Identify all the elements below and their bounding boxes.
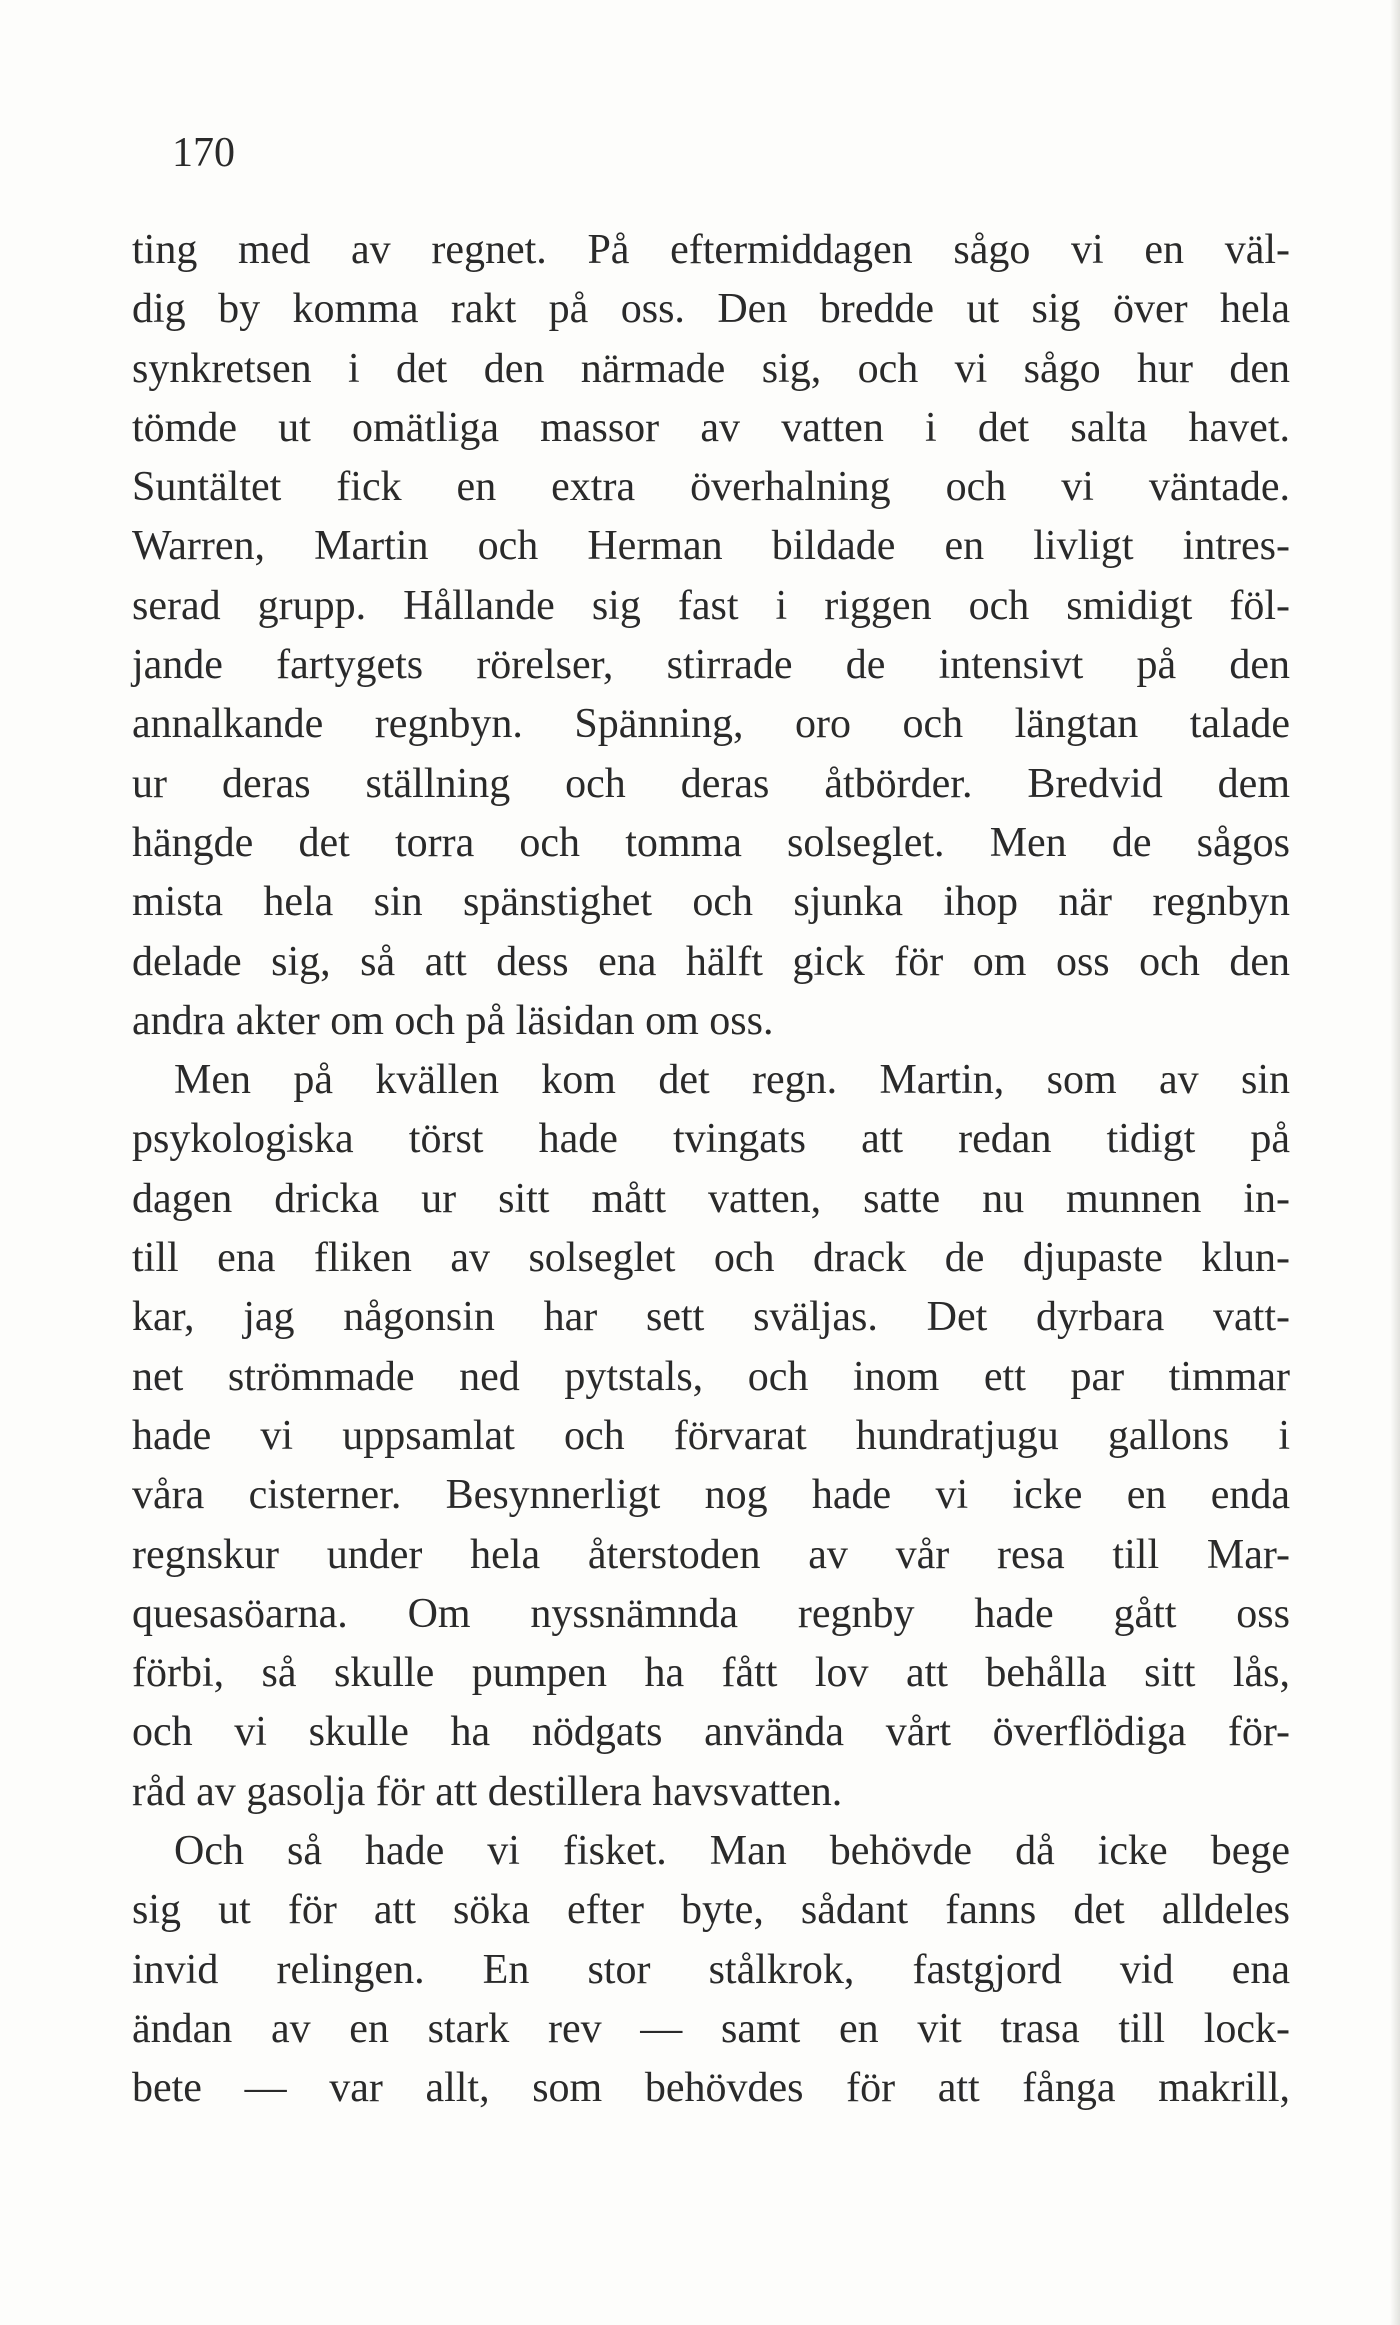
text-line: annalkande regnbyn. Spänning, oro och längtan talade	[132, 701, 1290, 748]
paragraph-end-line: råd av gasolja för att destillera havsvatten.	[132, 1768, 843, 1815]
text-line: bete — var allt, som behövdes för att fånga makrill,	[132, 2065, 1290, 2112]
text-line: dig by komma rakt på oss. Den bredde ut sig över hela	[132, 286, 1290, 333]
paragraph-start-line: Men på kvällen kom det regn. Martin, som av sin	[174, 1057, 1290, 1104]
text-line: psykologiska törst hade tvingats att redan tidigt på	[132, 1116, 1290, 1163]
text-line: ting med av regnet. På eftermiddagen sågo vi en väl-	[132, 227, 1290, 273]
text-line: hade vi uppsamlat och förvarat hundratjugu gallons i	[132, 1412, 1290, 1459]
text-line: till ena fliken av solseglet och drack de djupaste klun-	[132, 1235, 1290, 1282]
text-line: våra cisterner. Besynnerligt nog hade vi icke en enda	[132, 1472, 1290, 1519]
body-text	[132, 221, 1290, 2119]
text-line: net strömmade ned pytstals, och inom ett par timmar	[132, 1353, 1290, 1400]
text-line: ändan av en stark rev — samt en vit trasa till lock-	[132, 2005, 1290, 2052]
text-line: hängde det torra och tomma solseglet. Men de sågos	[132, 819, 1290, 866]
text-line: mista hela sin spänstighet och sjunka ihop när regnbyn	[132, 879, 1290, 926]
page-edge-shadow	[1390, 0, 1400, 2325]
text-line: kar, jag någonsin har sett sväljas. Det dyrbara vatt-	[132, 1294, 1290, 1341]
text-line: quesasöarna. Om nyssnämnda regnby hade gått oss	[132, 1590, 1290, 1637]
text-line: tömde ut omätliga massor av vatten i det salta havet.	[132, 404, 1290, 451]
text-line: delade sig, så att dess ena hälft gick för om oss och den	[132, 938, 1290, 985]
text-line: ur deras ställning och deras åtbörder. Bredvid dem	[132, 760, 1290, 807]
text-line: Suntältet fick en extra överhalning och vi väntade.	[132, 464, 1290, 511]
text-line: och vi skulle ha nödgats använda vårt överflödiga för-	[132, 1709, 1290, 1756]
text-line: serad grupp. Hållande sig fast i riggen och smidigt föl-	[132, 582, 1290, 629]
text-line: synkretsen i det den närmade sig, och vi sågo hur den	[132, 345, 1290, 392]
text-line: dagen dricka ur sitt mått vatten, satte nu munnen in-	[132, 1175, 1290, 1222]
text-line: invid relingen. En stor stålkrok, fastgjord vid ena	[132, 1946, 1290, 1993]
page-number: 170	[172, 130, 235, 176]
paragraph-start-line: Och så hade vi fisket. Man behövde då icke bege	[174, 1828, 1290, 1875]
text-line: Warren, Martin och Herman bildade en livligt intres-	[132, 523, 1290, 570]
paragraph-end-line: andra akter om och på läsidan om oss.	[132, 997, 774, 1044]
text-line: jande fartygets rörelser, stirrade de intensivt på den	[132, 642, 1290, 689]
text-line: regnskur under hela återstoden av vår resa till Mar-	[132, 1531, 1290, 1578]
text-line: förbi, så skulle pumpen ha fått lov att behålla sitt lås,	[132, 1650, 1290, 1697]
text-line: sig ut för att söka efter byte, sådant fanns det alldeles	[132, 1887, 1290, 1934]
